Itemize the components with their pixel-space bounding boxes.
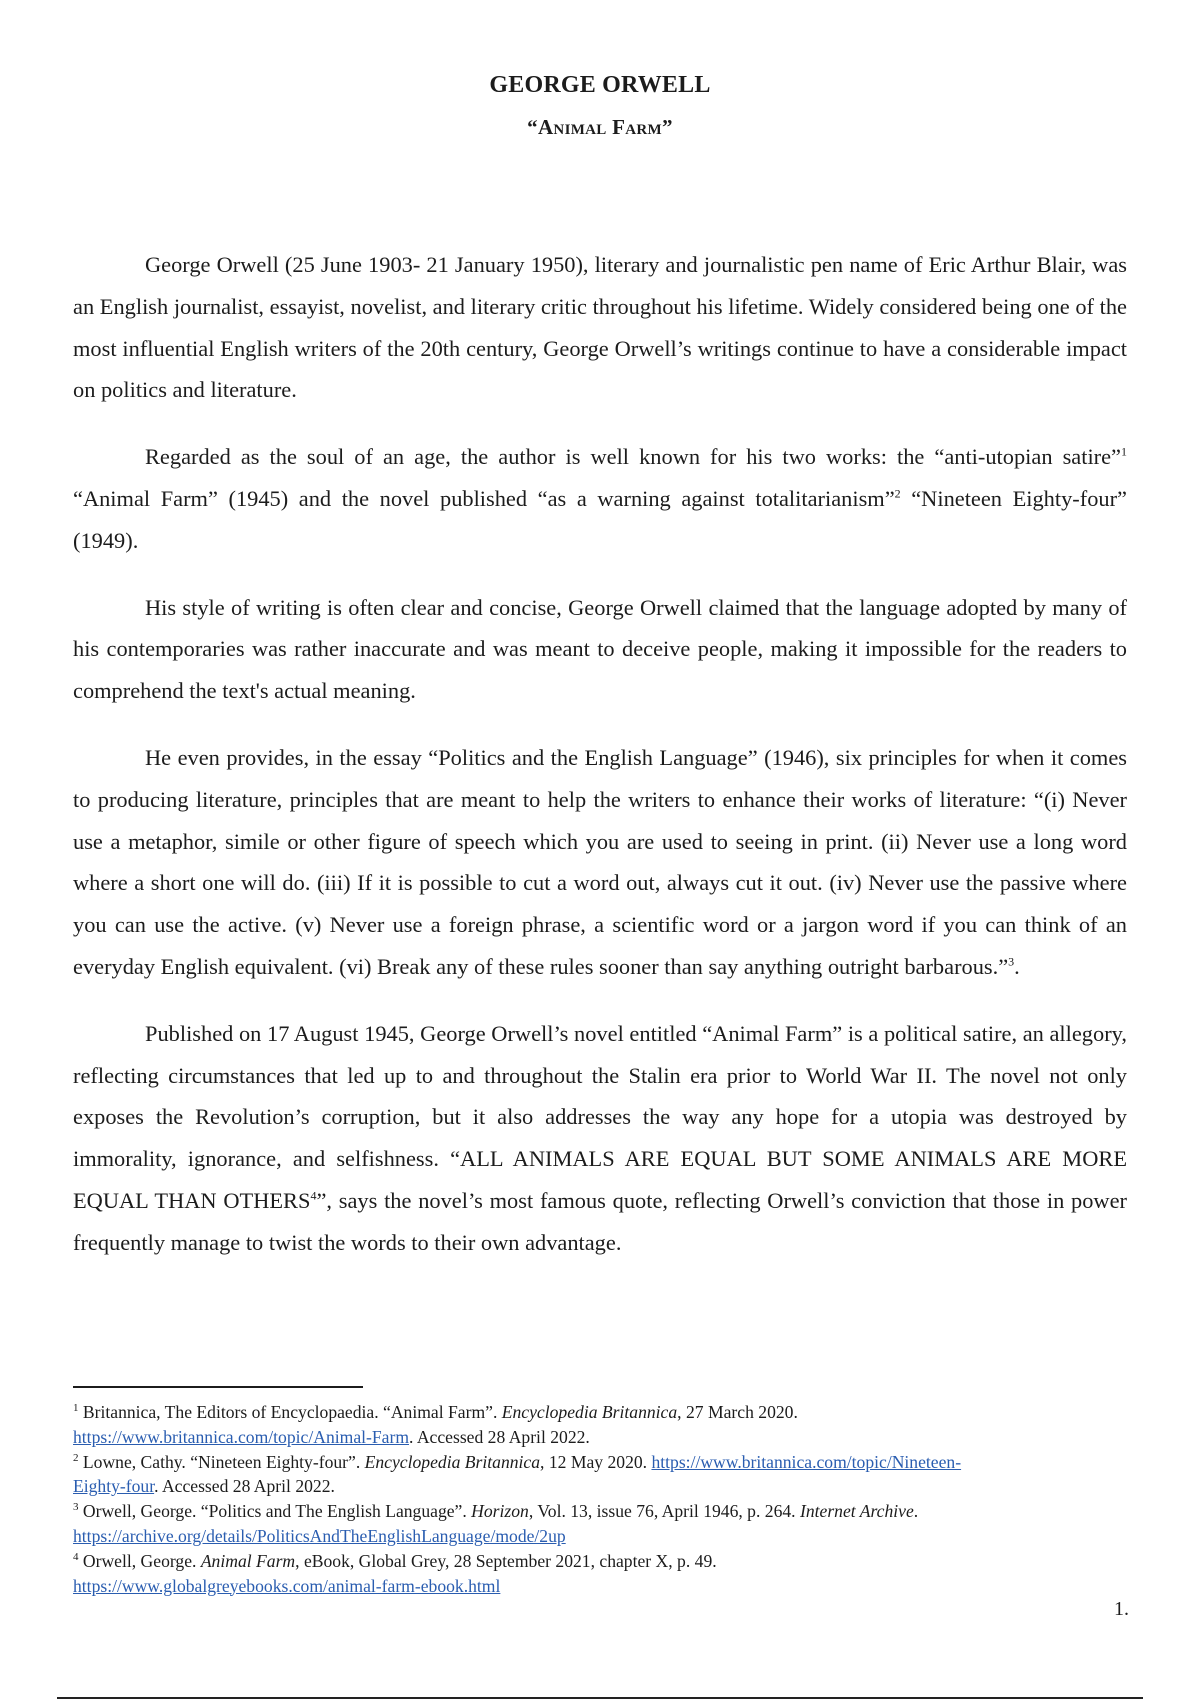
footnote-link[interactable]: https://archive.org/details/PoliticsAndTheEnglishLanguage/mode/2up [73,1525,566,1546]
footnote-source: Horizon [471,1501,529,1522]
footnote-text: Orwell, George. [78,1550,201,1571]
footnote-source: Encyclopedia Britannica [364,1451,541,1472]
paragraph-5-text-a: Published on 17 August 1945, George Orwell’s novel entitled “Animal Farm” is a political satire, an allegory, reflecting circumstances that led up to and throughout the Stalin era prior to World War II. The novel not only exposes the Revolution’s corruption, but it also addresses the way any hope for a utopia was destroyed by immorality, ignorance, and selfishness. “ALL ANIMALS ARE EQUAL BUT SOME ANIMALS ARE MORE EQUAL THAN OTHERS [73,1020,1127,1213]
footnote-text: , Vol. 13, issue 76, April 1946, p. 264. [528,1501,800,1522]
footnote-link[interactable]: https://www.britannica.com/topic/Animal-Farm [73,1426,410,1447]
footnote-text: , 12 May 2020. [540,1451,652,1472]
paragraph-3: His style of writing is often clear and concise, George Orwell claimed that the language adopted by many of his contemporaries was rather inaccurate and was meant to deceive people, making it impossible for the readers to comprehend the text's actual meaning. [73,594,1127,704]
footnote-separator [73,1386,363,1388]
footnote-4 [73,1549,1123,1599]
footnote-text: , 27 March 2020. [677,1402,798,1422]
paragraph-2-text-c: “Nineteen Eighty-four” (1949). [73,485,1127,553]
footnote-2 [73,1450,1123,1500]
footnote-text: Orwell, George. “Politics and The English Language”. [78,1501,472,1522]
footnote-link[interactable]: https://www.globalgreyebooks.com/animal-farm-ebook.html [73,1575,501,1596]
footnotes [73,1400,1123,1598]
footnote-number: 2 [73,1451,79,1464]
footnote-text: . Accessed 28 April 2022. [409,1426,590,1447]
footnote-text: . [913,1501,919,1522]
paragraph-1: George Orwell (25 June 1903- 21 January 1950), literary and journalistic pen name of Eric Arthur Blair, was an English journalist, essayist, novelist, and literary critic throughout his lifetime. Widely considered being one of the most influential English writers of the 20th century, George Orwell’s writings continue to have a considerable impact on politics and literature. [73,252,1127,403]
paragraph-2 [73,436,1127,561]
paragraph-4-end: . [1014,953,1020,979]
footnote-number: 1 [73,1402,79,1415]
footnote-1 [73,1400,1123,1450]
footnote-number: 3 [73,1501,79,1514]
footnote-ref-2[interactable]: 2 [894,486,901,501]
footnote-text: . Accessed 28 April 2022. [154,1476,335,1497]
paragraph-5-text-b: ”, says the novel’s most famous quote, reflecting Orwell’s conviction that those in power frequently manage to twist the words to their own advantage. [73,1187,1127,1255]
footnote-source: Animal Farm [200,1550,296,1571]
document-subtitle: “Animal Farm” [527,115,673,139]
footnote-text: , eBook, Global Grey, 28 September 2021, chapter X, p. 49. [295,1550,717,1571]
footnote-ref-1[interactable]: 1 [1121,444,1127,459]
paragraph-2-text-a: Regarded as the soul of an age, the author is well known for his two works: the “anti-utopian satire” [145,444,1121,470]
footnote-link-continued[interactable]: Eighty-four [73,1476,155,1497]
footnote-source: Internet Archive [799,1501,914,1522]
paragraph-5 [73,1013,1127,1264]
footnote-text: Britannica, The Editors of Encyclopaedia. “Animal Farm”. [78,1402,502,1422]
footnote-text: Lowne, Cathy. “Nineteen Eighty-four”. [78,1451,365,1472]
page-bottom-border [57,1697,1143,1699]
page-number: 1. [1114,1598,1129,1620]
footnote-3 [73,1499,1123,1549]
paragraph-2-text-b: “Animal Farm” (1945) and the novel published “as a warning against totalitarianism” [73,485,895,511]
footnote-number: 4 [73,1550,79,1563]
paragraph-4-text: He even provides, in the essay “Politics and the English Language” (1946), six principles for when it comes to producing literature, principles that are meant to help the writers to enhance their works of literature: “(i) Never use a metaphor, simile or other figure of speech which you are used to seeing in print. (ii) Never use a long word where a short one will do. (iii) If it is possible to cut a word out, always cut it out. (iv) Never use the passive where you can use the active. (v) Never use a foreign phrase, a scientific word or a jargon word if you can think of an everyday English equivalent. (vi) Break any of these rules sooner than say anything outright barbarous.” [73,744,1127,979]
footnote-link[interactable]: https://www.britannica.com/topic/Nineteen- [651,1451,962,1472]
body-text [73,244,1127,1289]
footnote-ref-3[interactable]: 3 [1008,954,1015,969]
footnote-ref-4[interactable]: 4 [310,1188,317,1203]
paragraph-4 [73,737,1127,988]
document-title: GEORGE ORWELL [489,72,711,98]
footnote-source: Encyclopedia Britannica [501,1402,678,1422]
